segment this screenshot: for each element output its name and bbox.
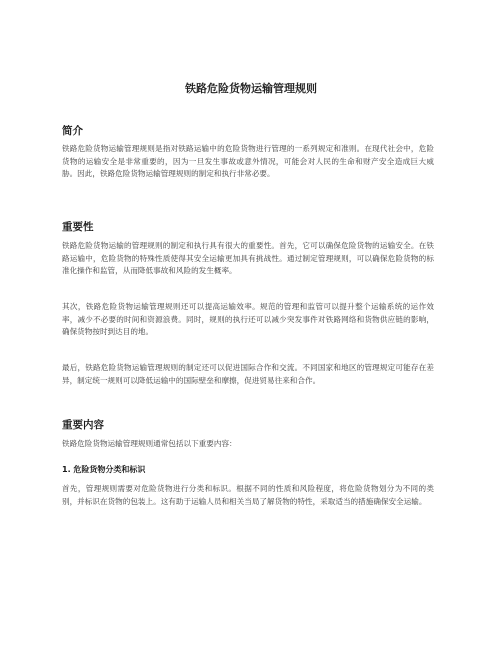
section-heading-content: 重要内容 bbox=[62, 419, 104, 431]
document-title: 铁路危险货物运输管理规则 bbox=[185, 82, 317, 95]
importance-paragraph-2: 其次，铁路危险货物运输管理规则还可以提高运输效率。规范的管理和监管可以提升整个运输系统的运作效率，减少不必要的时间和资源浪费。同时，规则的执行还可以减少突发事件对铁路网络和货物供应链的影响，确保货物按时到达目的地。 bbox=[62, 302, 434, 337]
importance-paragraph-3: 最后，铁路危险货物运输管理规则的制定还可以促进国际合作和交流。不同国家和地区的管理规定可能存在差异，制定统一规则可以降低运输中的国际壁垒和摩擦，促进贸易往来和合作。 bbox=[62, 363, 434, 385]
intro-paragraph: 铁路危险货物运输管理规则是指对铁路运输中的危险货物进行管理的一系列规定和准则。在现代社会中，危险货物的运输安全是非常重要的，因为一旦发生事故或意外情况，可能会对人民的生命和财产安全造成巨大威胁。因此，铁路危险货物运输管理规则的制定和执行非常必要。 bbox=[62, 144, 434, 179]
content-item-heading-1: 1. 危险货物分类和标识 bbox=[62, 465, 146, 474]
content-intro-paragraph: 铁路危险货物运输管理规则通常包括以下重要内容： bbox=[62, 439, 237, 448]
section-heading-intro: 简介 bbox=[62, 125, 83, 137]
importance-paragraph-1: 铁路危险货物运输的管理规则的制定和执行具有很大的重要性。首先，它可以确保危险货物的运输安全。在铁路运输中，危险货物的特殊性质使得其安全运输更加具有挑战性。通过制定管理规则，可以确保危险货物的标准化操作和监管，从而降低事故和风险的发生概率。 bbox=[62, 241, 434, 276]
content-item-paragraph-1: 首先，管理规则需要对危险货物进行分类和标识。根据不同的性质和风险程度，将危险货物划分为不同的类别，并标识在货物的包装上。这有助于运输人员和相关当局了解货物的特性，采取适当的措施确保安全运输。 bbox=[62, 484, 434, 506]
section-heading-importance: 重要性 bbox=[62, 221, 94, 233]
